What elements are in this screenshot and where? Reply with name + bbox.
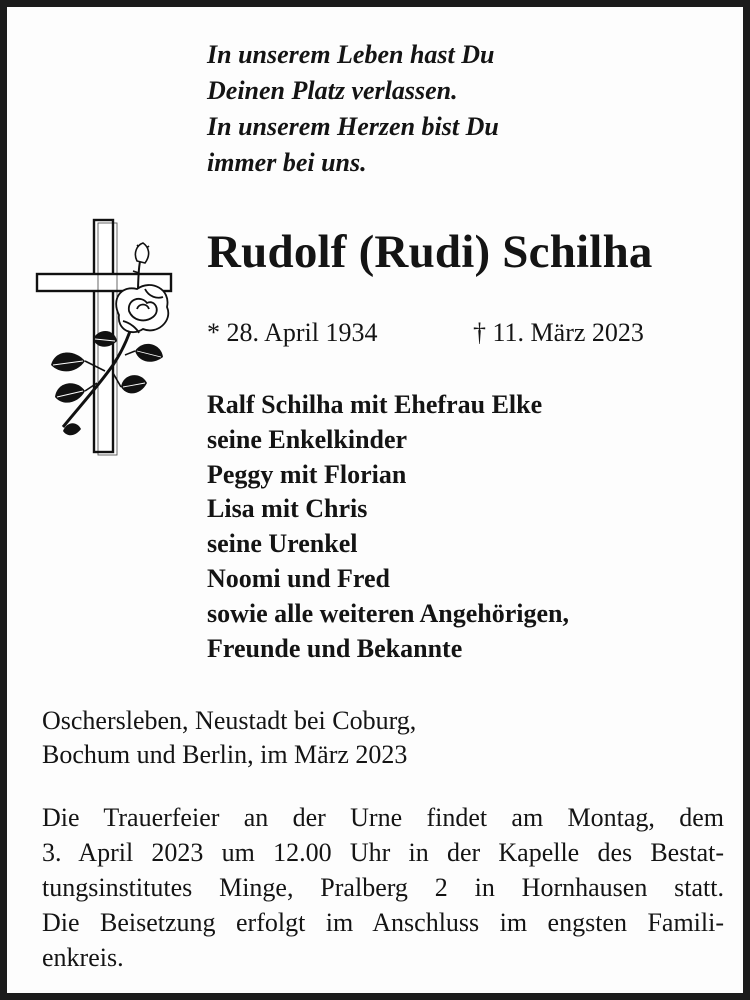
deceased-name: Rudolf (Rudi) Schilha xyxy=(207,226,653,278)
funeral-line: 3. April 2023 um 12.00 Uhr in der Kapelle des Bestat- xyxy=(42,838,724,867)
funeral-notice xyxy=(42,800,724,975)
mourner-line: Noomi und Fred xyxy=(207,563,390,593)
mourners-list xyxy=(207,388,569,666)
place-line: Bochum und Berlin, im März 2023 xyxy=(42,740,408,769)
mourner-line: Freunde und Bekannte xyxy=(207,633,463,663)
death-date: † 11. März 2023 xyxy=(473,318,644,347)
funeral-line: enkreis. xyxy=(42,943,124,972)
funeral-line: tungsinstitutes Minge, Pralberg 2 in Hornhausen statt. xyxy=(42,873,724,902)
poem-line: In unserem Leben hast Du xyxy=(207,40,495,69)
mourner-line: Lisa mit Chris xyxy=(207,494,368,524)
mourner-line: Peggy mit Florian xyxy=(207,459,407,489)
mourner-line: sowie alle weiteren Angehörigen, xyxy=(207,598,570,628)
mourner-line: Ralf Schilha mit Ehefrau Elke xyxy=(207,390,543,419)
mourner-line: seine Urenkel xyxy=(207,529,358,559)
place-line: Oschersleben, Neustadt bei Coburg, xyxy=(42,706,417,735)
mourner-line: seine Enkelkinder xyxy=(207,424,408,454)
poem-line: Deinen Platz verlassen. xyxy=(207,76,458,105)
poem-line: immer bei uns. xyxy=(207,148,367,177)
funeral-line: Die Beisetzung erfolgt im Anschluss im engsten Famili- xyxy=(42,908,724,937)
cross-with-rose-icon xyxy=(33,215,183,459)
poem-line: In unserem Herzen bist Du xyxy=(207,112,499,141)
place-and-date xyxy=(42,704,416,772)
memorial-poem xyxy=(207,37,499,181)
funeral-line: Die Trauerfeier an der Urne findet am Montag, dem xyxy=(42,803,724,832)
birth-date: * 28. April 1934 xyxy=(207,318,378,347)
